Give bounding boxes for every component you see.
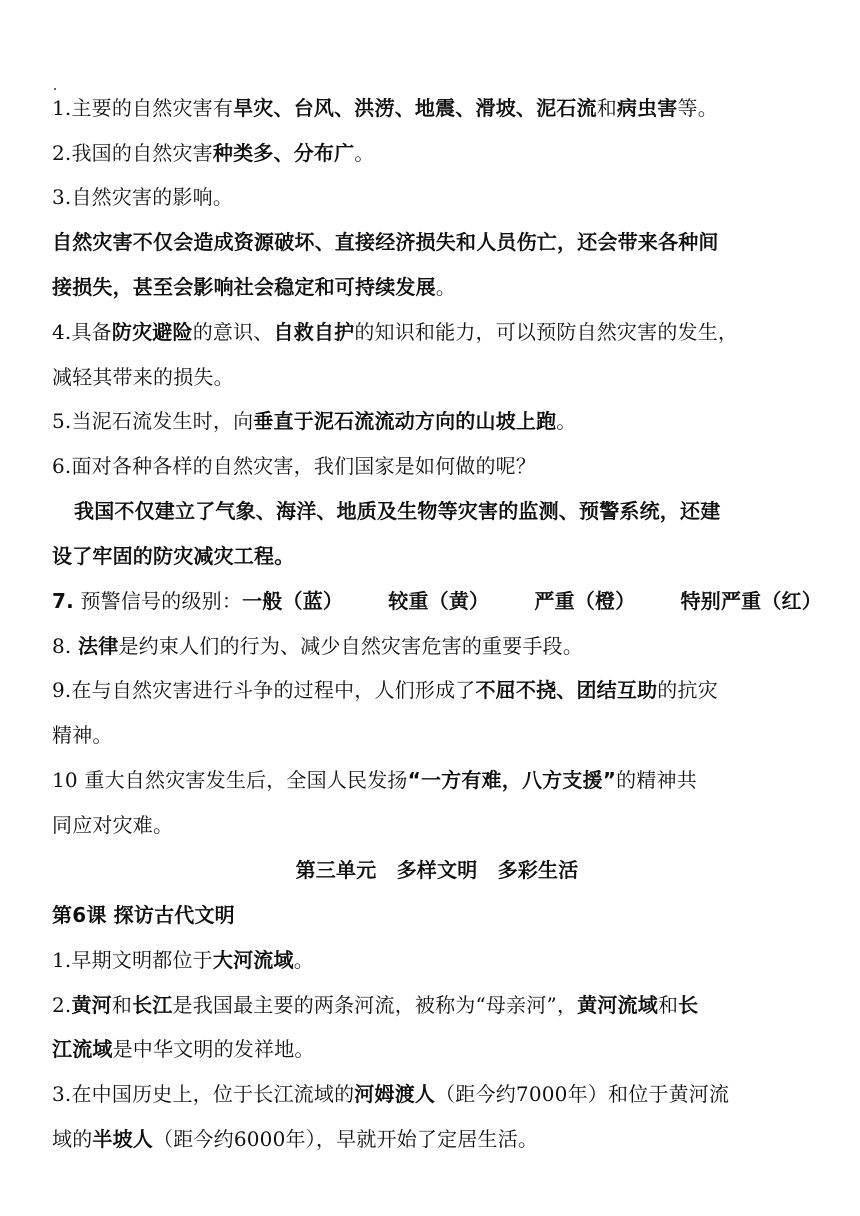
text-line: 4.具备防灾避险的意识、自救自护的知识和能力，可以预防自然灾害的发生，	[52, 320, 739, 344]
text-line: 10 重大自然灾害发生后，全国人民发扬“一方有难，八方支援”的精神共	[52, 768, 697, 792]
text-line: 8. 法律是约束人们的行为、减少自然灾害危害的重要手段。	[52, 634, 584, 658]
text-line: 自然灾害不仅会造成资源破坏、直接经济损失和人员伤亡，还会带来各种间	[52, 230, 719, 254]
text-line: 精神。	[52, 723, 113, 747]
text-line: 域的半坡人（距今约6000年），早就开始了定居生活。	[52, 1127, 539, 1151]
text-line: 1.主要的自然灾害有旱灾、台风、洪涝、地震、滑坡、泥石流和病虫害等。	[52, 96, 718, 120]
text-line: 同应对灾难。	[52, 813, 174, 837]
text-line: 2.我国的自然灾害种类多、分布广。	[52, 141, 375, 165]
text-line: 6.面对各种各样的自然灾害，我们国家是如何做的呢？	[52, 454, 537, 478]
text-line: 减轻其带来的损失。	[52, 365, 234, 389]
text-line: 3.自然灾害的影响。	[52, 185, 234, 209]
unit-title: 第三单元 多样文明 多彩生活	[295, 858, 579, 882]
text-line: 7. 预警信号的级别：一般（蓝） 较重（黄） 严重（橙） 特别严重（红）	[52, 589, 822, 613]
text-line: 2.黄河和长江是我国最主要的两条河流，被称为“母亲河”，黄河流域和长	[52, 993, 699, 1017]
stray-dot	[54, 88, 56, 90]
lesson-title: 第6课 探访古代文明	[52, 903, 235, 927]
text-line: 江流域是中华文明的发祥地。	[52, 1037, 315, 1061]
text-line: 9.在与自然灾害进行斗争的过程中，人们形成了不屈不挠、团结互助的抗灾	[52, 678, 718, 702]
text-line: 设了牢固的防灾减灾工程。	[52, 544, 295, 568]
text-line: 1.早期文明都位于大河流域。	[52, 948, 314, 972]
text-line: 接损失，甚至会影响社会稳定和可持续发展。	[52, 275, 457, 299]
text-line: 3.在中国历史上，位于长江流域的河姆渡人（距今约7000年）和位于黄河流	[52, 1082, 730, 1106]
text-line: 我国不仅建立了气象、海洋、地质及生物等灾害的监测、预警系统，还建	[74, 499, 721, 523]
text-line: 5.当泥石流发生时，向垂直于泥石流流动方向的山坡上跑。	[52, 409, 577, 433]
